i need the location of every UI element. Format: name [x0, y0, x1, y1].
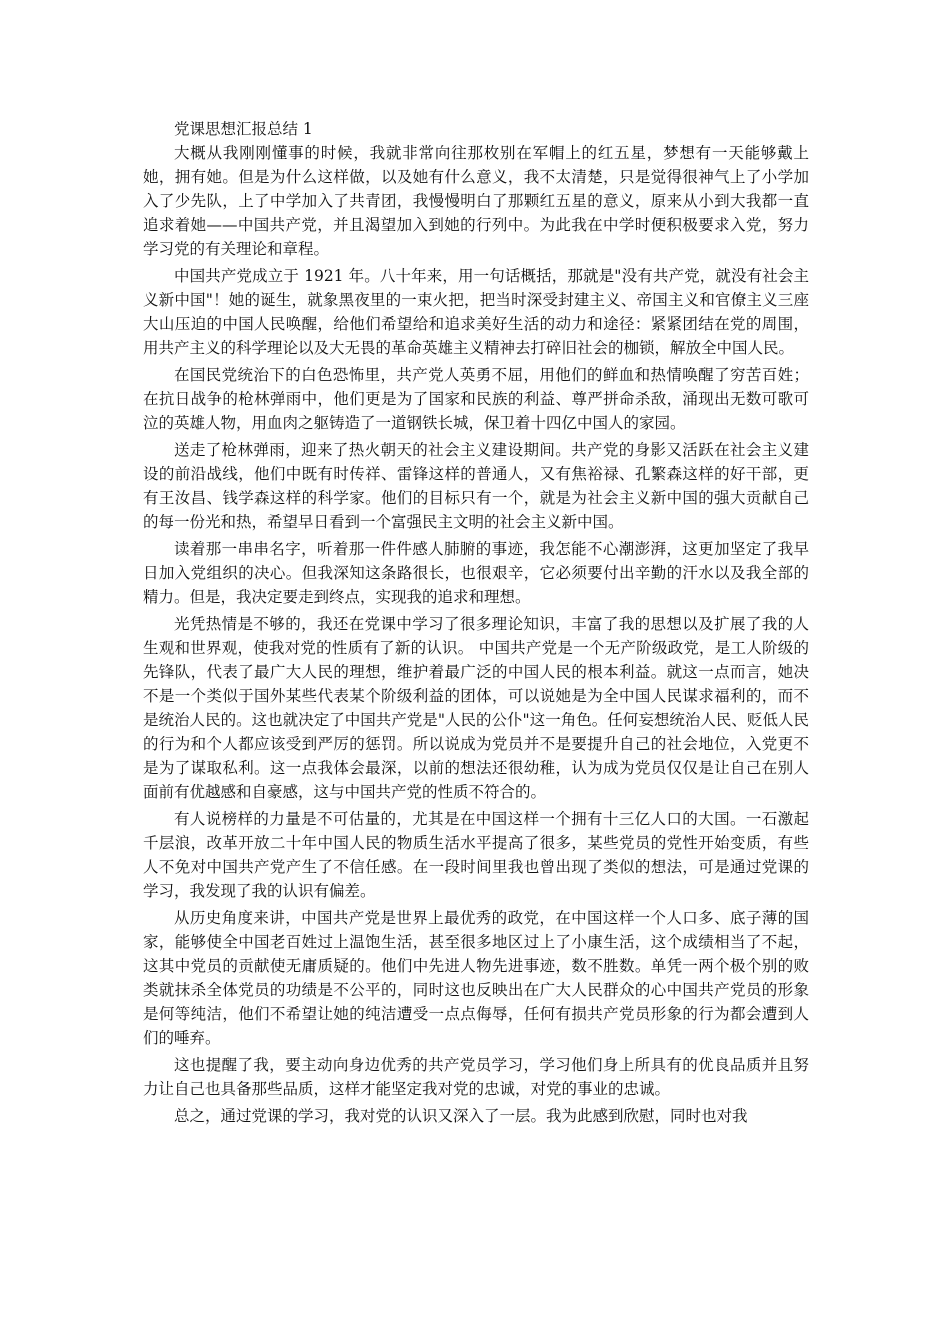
paragraph: 总之，通过党课的学习，我对党的认识又深入了一层。我为此感到欣慰，同时也对我	[174, 1107, 748, 1125]
paragraph: 中国共产党成立于 1921 年。八十年来，用一句话概括，那就是"没有共产党，就没有社会主义新中国"！她的诞生，就象黑夜里的一束火把，把当时深受封建主义、帝国主义和官僚主义三座大山压迫的中国人民唤醒，给他们希望给和追求美好生活的动力和途径：紧紧团结在党的周围，用共产主义的科学理论以及大无畏的革命英雄主义精神去打碎旧社会的枷锁，解放全中国人民。	[143, 267, 809, 357]
paragraph: 大概从我刚刚懂事的时候，我就非常向往那枚别在军帽上的红五星，梦想有一天能够戴上她，拥有她。但是为什么这样做，以及她有什么意义，我不太清楚，只是觉得很神气上了小学加入了少先队，上了中学加入了共青团，我慢慢明白了那颗红五星的意义，原来从小到大我都一直追求着她——中国共产党，并且渴望加入到她的行列中。为此我在中学时便积极要求入党，努力学习党的有关理论和章程。	[143, 144, 809, 258]
paragraph: 从历史角度来讲，中国共产党是世界上最优秀的政党，在中国这样一个人口多、底子薄的国家，能够使全中国老百姓过上温饱生活，甚至很多地区过上了小康生活，这个成绩相当了不起，这其中党员的贡献使无庸质疑的。他们中先进人物先进事迹，数不胜数。单凭一两个极个别的败类就抹杀全体党员的功绩是不公平的，同时这也反映出在广大人民群众的心中国共产党员的形象是何等纯洁，他们不希望让她的纯洁遭受一点点侮辱，任何有损共产党员形象的行为都会遭到人们的唾弃。	[143, 909, 809, 1047]
paragraph: 送走了枪林弹雨，迎来了热火朝天的社会主义建设期间。共产党的身影又活跃在社会主义建设的前沿战线，他们中既有时传祥、雷锋这样的普通人，又有焦裕禄、孔繁森这样的好干部，更有王汝昌、钱学森这样的科学家。他们的目标只有一个，就是为社会主义新中国的强大贡献自己的每一份光和热，希望早日看到一个富强民主文明的社会主义新中国。	[143, 441, 809, 531]
document-title: 党课思想汇报总结 1	[174, 120, 313, 138]
paragraph: 光凭热情是不够的，我还在党课中学习了很多理论知识，丰富了我的思想以及扩展了我的人生观和世界观，使我对党的性质有了新的认识。 中国共产党是一个无产阶级政党，是工人阶级的先锋队，代表了最广大人民的理想，维护着最广泛的中国人民的根本利益。就这一点而言，她决不是一个类似于国外某些代表某个阶级利益的团体，可以说她是为全中国人民谋求福利的，而不是统治人民的。这也就决定了中国共产党是"人民的公仆"这一角色。任何妄想统治人民、贬低人民的行为和个人都应该受到严厉的惩罚。所以说成为党员并不是要提升自己的社会地位，入党更不是为了谋取私利。这一点我体会最深，以前的想法还很幼稚，认为成为党员仅仅是让自己在别人面前有优越感和自豪感，这与中国共产党的性质不符合的。	[143, 615, 809, 801]
paragraph: 有人说榜样的力量是不可估量的，尤其是在中国这样一个拥有十三亿人口的大国。一石激起千层浪，改革开放二十年中国人民的物质生活水平提高了很多，某些党员的党性开始变质，有些人不免对中国共产党产生了不信任感。在一段时间里我也曾出现了类似的想法，可是通过党课的学习，我发现了我的认识有偏差。	[143, 810, 809, 900]
paragraph: 读着那一串串名字，听着那一件件感人肺腑的事迹，我怎能不心潮澎湃，这更加坚定了我早日加入党组织的决心。但我深知这条路很长，也很艰辛，它必须要付出辛勤的汗水以及我全部的精力。但是，我决定要走到终点，实现我的追求和理想。	[143, 540, 809, 606]
paragraph: 在国民党统治下的白色恐怖里，共产党人英勇不屈，用他们的鲜血和热情唤醒了穷苦百姓；在抗日战争的枪林弹雨中，他们更是为了国家和民族的利益、尊严拼命杀敌，涌现出无数可歌可泣的英雄人物，用血肉之躯铸造了一道钢铁长城，保卫着十四亿中国人的家园。	[143, 366, 809, 432]
document-body	[143, 117, 809, 1128]
paragraph: 这也提醒了我，要主动向身边优秀的共产党员学习，学习他们身上所具有的优良品质并且努力让自己也具备那些品质，这样才能坚定我对党的忠诚，对党的事业的忠诚。	[143, 1056, 809, 1098]
